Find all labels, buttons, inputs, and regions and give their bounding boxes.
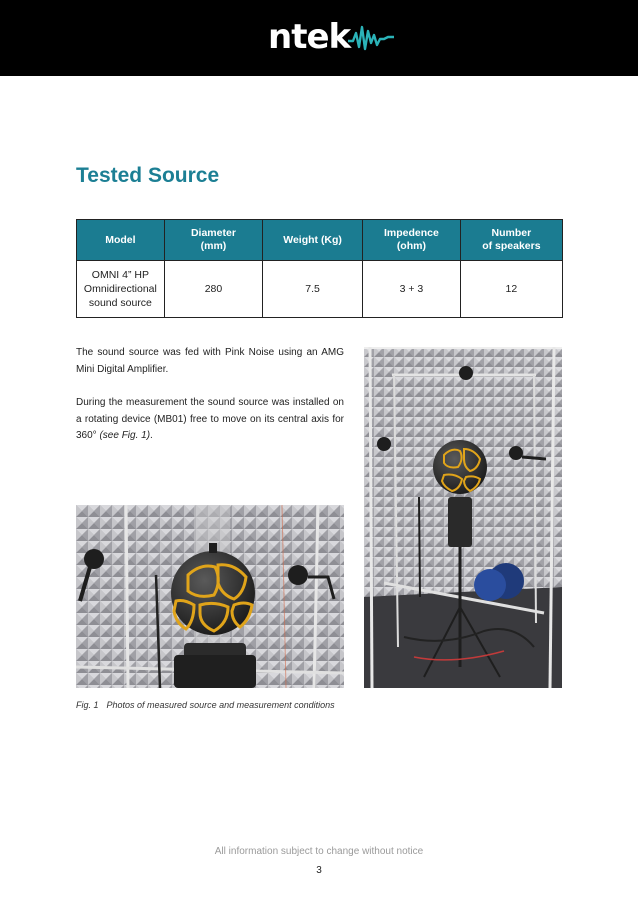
- section-title: Tested Source: [76, 164, 220, 187]
- table-header-diameter: Diameter (mm): [164, 220, 262, 261]
- sound-wave-icon: [348, 21, 394, 53]
- logo-text: ntek: [268, 17, 351, 57]
- paragraph-rotation-end: .: [150, 430, 153, 441]
- table-cell-speakers: 12: [460, 261, 562, 318]
- paragraph-rotation: [76, 395, 344, 445]
- table-header-speakers: Number of speakers: [460, 220, 562, 261]
- paragraph-rotation-text: During the measurement the sound source was installed on a rotating device (MB01) free to move on its central axis for 360°: [76, 397, 344, 441]
- figure-label: Fig. 1: [76, 700, 99, 710]
- table-cell-model: OMNI 4” HP Omnidirectional sound source: [77, 261, 165, 318]
- ntek-logo: [268, 17, 394, 57]
- page-number: 3: [316, 865, 322, 876]
- paragraph-amplifier: The sound source was fed with Pink Noise using an AMG Mini Digital Amplifier.: [76, 347, 344, 375]
- table-header-impedence: Impedence (ohm): [363, 220, 461, 261]
- table-header-weight: Weight (Kg): [263, 220, 363, 261]
- source-spec-table: [76, 219, 563, 318]
- table-cell-impedence: 3 + 3: [363, 261, 461, 318]
- table-cell-diameter: 280: [164, 261, 262, 318]
- source-closeup-illustration: [76, 505, 344, 688]
- table-header-row: [77, 220, 563, 261]
- table-cell-weight: 7.5: [263, 261, 363, 318]
- source-closeup-photo: [76, 505, 344, 688]
- figure-caption-text: Photos of measured source and measurement conditions: [106, 700, 335, 710]
- footer-disclaimer: All information subject to change without notice: [214, 846, 424, 857]
- table-header-model: Model: [77, 220, 165, 261]
- figure-reference: (see Fig. 1): [99, 430, 151, 441]
- measurement-setup-photo: [364, 347, 562, 688]
- measurement-setup-illustration: [364, 347, 562, 688]
- table-row: [77, 261, 563, 318]
- figure-caption: [76, 700, 335, 710]
- page-header: [0, 0, 638, 76]
